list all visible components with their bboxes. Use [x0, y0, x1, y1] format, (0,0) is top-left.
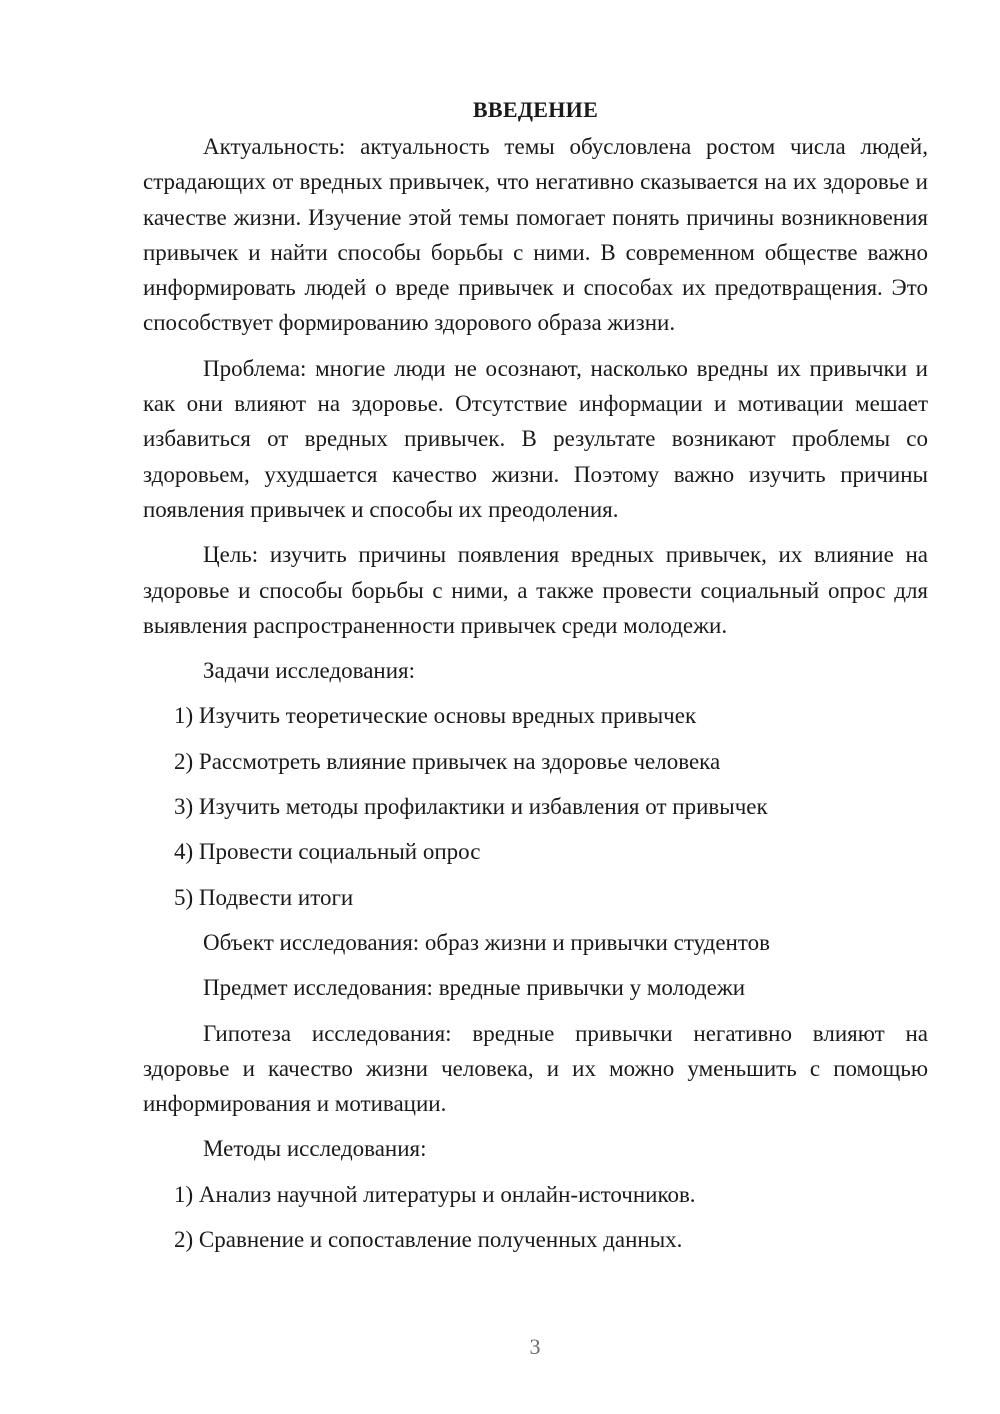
task-item: 2) Рассмотреть влияние привычек на здоровье человека — [174, 748, 721, 774]
problem-paragraph: Проблема: многие люди не осознают, насколько вредны их привычки и как они влияют на здоровье. Отсутствие информации и мотивации мешает избавиться от вредных привычек. В результате возникают проблемы со здоровьем, ухудшается качество жизни. Поэтому важно изучить причины появления привычек и способы их преодоления. — [143, 355, 928, 522]
method-item: 1) Анализ научной литературы и онлайн-источников. — [174, 1181, 696, 1207]
research-subject: Предмет исследования: вредные привычки у молодежи — [203, 975, 746, 1001]
task-item: 5) Подвести итоги — [174, 884, 354, 910]
goal-paragraph: Цель: изучить причины появления вредных привычек, их влияние на здоровье и способы борьбы с ними, а также провести социальный опрос для выявления распространенности привычек среди молодежи. — [143, 542, 928, 638]
research-object: Объект исследования: образ жизни и привычки студентов — [203, 929, 770, 955]
section-heading: ВВЕДЕНИЕ — [472, 97, 599, 122]
task-item: 1) Изучить теоретические основы вредных привычек — [174, 703, 697, 729]
task-item: 3) Изучить методы профилактики и избавления от привычек — [174, 794, 768, 820]
task-item: 4) Провести социальный опрос — [174, 839, 481, 865]
method-item: 2) Сравнение и сопоставление полученных данных. — [174, 1227, 683, 1253]
page-content — [143, 92, 928, 1257]
tasks-title: Задачи исследования: — [203, 658, 416, 684]
page-number: 3 — [529, 1334, 541, 1359]
relevance-paragraph: Актуальность: актуальность темы обусловлена ростом числа людей, страдающих от вредных привычек, что негативно сказывается на их здоровье и качестве жизни. Изучение этой темы помогает понять причины возникновения привычек и найти способы борьбы с ними. В современном обществе важно информировать людей о вреде привычек и способах их предотвращения. Это способствует формированию здорового образа жизни. — [143, 134, 928, 336]
hypothesis-paragraph: Гипотеза исследования: вредные привычки негативно влияют на здоровье и качество жизни человека, и их можно уменьшить с помощью информирования и мотивации. — [143, 1020, 928, 1117]
methods-title: Методы исследования: — [203, 1136, 427, 1162]
